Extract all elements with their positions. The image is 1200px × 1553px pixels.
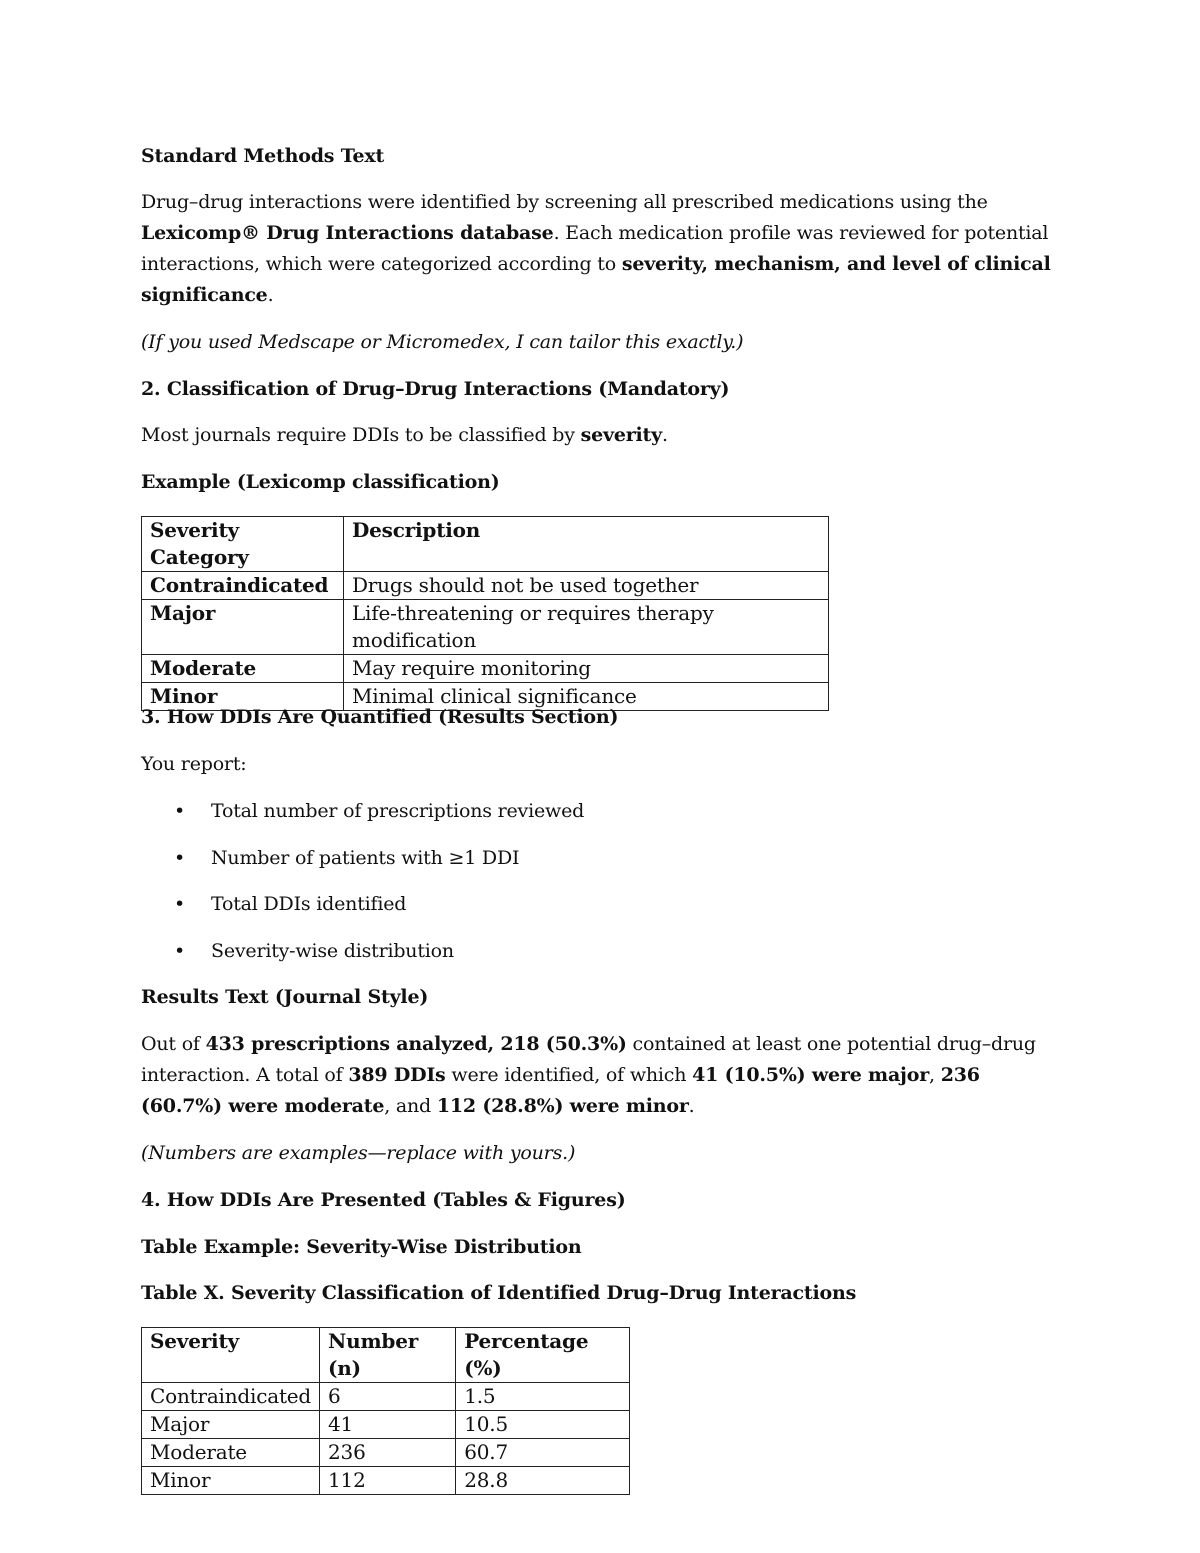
results-paragraph xyxy=(141,1029,1061,1122)
table-cell: Minor xyxy=(142,683,344,711)
table-cell: Life-threatening or requires therapy modification xyxy=(343,600,828,655)
results-text: , xyxy=(929,1064,941,1086)
table-cell: 28.8 xyxy=(456,1467,630,1495)
table-row xyxy=(142,1467,630,1495)
section2-heading: 2. Classification of Drug–Drug Interactions (Mandatory) xyxy=(141,378,730,400)
table-cell: 10.5 xyxy=(456,1411,630,1439)
table-header-cell: Number (n) xyxy=(320,1328,456,1383)
table-cell: 6 xyxy=(320,1383,456,1411)
table-header-row xyxy=(142,1328,630,1383)
methods-text-1: Drug–drug interactions were identified by screening all prescribed medications using the xyxy=(141,191,988,213)
table-header-cell: Severity Category xyxy=(142,517,344,572)
table-cell: Contraindicated xyxy=(142,572,344,600)
methods-note: (If you used Medscape or Micromedex, I can tailor this exactly.) xyxy=(141,331,744,353)
section3-intro: You report: xyxy=(141,753,247,775)
bullet-marker: • xyxy=(174,893,186,915)
section2-bold: severity xyxy=(580,424,662,446)
results-text: Out of xyxy=(141,1033,206,1055)
methods-bold-1: Lexicomp® Drug Interactions database xyxy=(141,222,554,244)
table-row xyxy=(142,600,829,655)
results-note: (Numbers are examples—replace with yours.) xyxy=(141,1142,576,1164)
table-cell: 1.5 xyxy=(456,1383,630,1411)
table-header-cell: Severity xyxy=(142,1328,320,1383)
table-title: Table X. Severity Classification of Identified Drug–Drug Interactions xyxy=(141,1282,857,1304)
results-heading: Results Text (Journal Style) xyxy=(141,986,429,1008)
results-bold: 112 (28.8%) were minor xyxy=(436,1095,689,1117)
list-item: Total number of prescriptions reviewed xyxy=(211,800,585,822)
table-row xyxy=(142,655,829,683)
table-cell: Major xyxy=(142,1411,320,1439)
severity-category-table xyxy=(141,516,829,711)
table-cell: May require monitoring xyxy=(343,655,828,683)
table-cell: 41 xyxy=(320,1411,456,1439)
methods-heading: Standard Methods Text xyxy=(141,145,385,167)
methods-text-2: . Each medication profile was reviewed for potential interactions, which were categorized according to xyxy=(141,222,1049,275)
results-bold: 433 prescriptions analyzed, 218 (50.3%) xyxy=(205,1033,627,1055)
severity-distribution-table xyxy=(141,1327,630,1495)
table-example-heading: Table Example: Severity-Wise Distribution xyxy=(141,1236,582,1258)
bullet-marker: • xyxy=(174,940,186,962)
bullet-marker: • xyxy=(174,800,186,822)
section4-heading: 4. How DDIs Are Presented (Tables & Figures) xyxy=(141,1189,626,1211)
list-item: Total DDIs identified xyxy=(211,893,407,915)
table-cell: Minor xyxy=(142,1467,320,1495)
table-header-row xyxy=(142,517,829,572)
methods-paragraph xyxy=(141,187,1061,311)
table-cell: Moderate xyxy=(142,655,344,683)
table-row xyxy=(142,1411,630,1439)
results-bold: 236 (60.7%) were moderate xyxy=(141,1064,980,1117)
table-cell: 60.7 xyxy=(456,1439,630,1467)
table-row xyxy=(142,572,829,600)
table-cell: Moderate xyxy=(142,1439,320,1467)
results-text: , and xyxy=(384,1095,437,1117)
methods-bold-2: severity, mechanism, and level of clinical significance xyxy=(141,253,1051,306)
results-bold: 389 DDIs xyxy=(348,1064,446,1086)
example-heading: Example (Lexicomp classification) xyxy=(141,471,500,493)
list-item: Number of patients with ≥1 DDI xyxy=(211,847,520,869)
bullet-marker: • xyxy=(174,847,186,869)
table-cell: Contraindicated xyxy=(142,1383,320,1411)
results-text: . xyxy=(688,1095,695,1117)
table-cell: Minimal clinical significance xyxy=(343,683,828,711)
table-cell: 236 xyxy=(320,1439,456,1467)
methods-text-3: . xyxy=(267,284,274,306)
table-cell: Major xyxy=(142,600,344,655)
table-row xyxy=(142,1383,630,1411)
section2-text: Most journals require DDIs to be classified by xyxy=(141,424,581,446)
results-text: contained at least one potential drug–drug interaction. A total of xyxy=(141,1033,1036,1086)
list-item: Severity-wise distribution xyxy=(211,940,454,962)
table-cell: 112 xyxy=(320,1467,456,1495)
table-row xyxy=(142,1439,630,1467)
results-bold: 41 (10.5%) were major xyxy=(692,1064,930,1086)
section2-end: . xyxy=(661,424,668,446)
section3-heading: 3. How DDIs Are Quantified (Results Section) xyxy=(141,706,619,728)
section2-paragraph xyxy=(141,420,1061,451)
results-text: were identified, of which xyxy=(445,1064,693,1086)
table-header-cell: Description xyxy=(343,517,828,572)
table-cell: Drugs should not be used together xyxy=(343,572,828,600)
table-header-cell: Percentage (%) xyxy=(456,1328,630,1383)
